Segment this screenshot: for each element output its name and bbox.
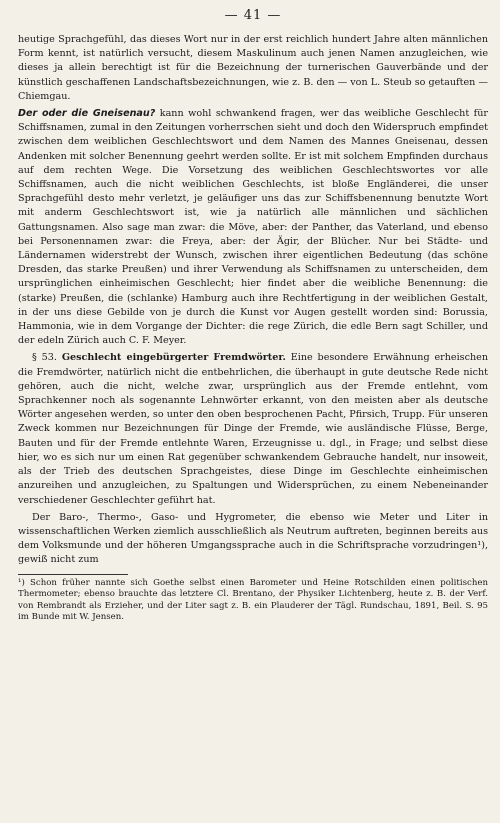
section-heading: Geschlecht eingebürgerter Fremdwörter. bbox=[61, 352, 286, 364]
paragraph-2 bbox=[18, 107, 488, 348]
footnote-divider bbox=[18, 574, 128, 575]
paragraph-3-text: Eine besondere Erwähnung erheischen die Fremdwörter, natürlich nicht die entbehrlichen, die überhaupt in gute deutsche Rede nicht gehören, auch die nicht, welche zwar, ursprünglich aus der Fremde entlehnt, vom Sprachkenner noch als sogenannte Lehnwörter erkannt, von den meisten aber als deutsche Wörter angesehen werden, so unter den oben besprochenen Pacht, Pfirsich, Trupp. Für unseren Zweck kommen nur Bezeichnungen für Dinge der Fremde, wie ausländische Flüsse, Berge, Bauten und für der Fremde entlehnte Waren, Erzeugnisse u. dgl., in Frage; und selbst diese hier, wo es sich nur um einen Rat gegenüber schwankendem Gebrauche handelt, nur insoweit, als der Trieb des deutschen Sprachgeistes, diese Dinge im Geschlechte einheimischen anzureihen und anzugleichen, zu Spaltungen und Widersprüchen, zu einem Nebeneinander verschiedener Geschlechter geführt hat. bbox=[18, 352, 488, 506]
paragraph-4 bbox=[18, 511, 488, 568]
paragraph-1 bbox=[18, 33, 488, 104]
paragraph-2-text: kann wohl schwankend fragen, wer das weibliche Geschlecht für Schiffsnamen, zumal in den Zeitungen vorherrschen sieht und doch den Widerspruch empfindet zwischen dem weiblichen Geschlechtswort und dem Namen des Mannes Gneisenau, dessen Andenken mit solcher Benennung geehrt werden sollte. Er ist mit solchem Empfinden durchaus auf dem rechten Wege. Die Vorsetzung des weiblichen Geschlechtswortes vor alle Schiffsnamen, auch die nicht weiblichen Geschlechts, ist bloße Engländerei, die unser Sprachgefühl desto mehr verletzt, je geläufiger uns das zur Schiffsbenennung benutzte Wort mit anderm Geschlechtswort ist, wie ja natürlich alle männlichen und sächlichen Gattungsnamen. Also sage man zwar: die Möve, aber: der Panther, das Vaterland, und ebenso bei Personennamen zwar: die Freya, aber: der Ägir, der Blücher. Nur bei Städte- und Ländernamen widerstrebt der Wunsch, zwischen ihrer eigentlichen Bedeutung (das schöne Dresden, das starke Preußen) und ihrer Verwendung als Schiffsnamen zu unterscheiden, dem ursprünglichen einheimischen Geschlecht; hier findet aber die weibliche Benennung: die (starke) Preußen, die (schlanke) Hamburg auch ihre Rechtfertigung in der weiblichen Gestalt, in der uns diese Gebilde von je durch die Kunst vor Augen gestellt worden sind: Borussia, Hammonia, wie in dem Vorgange der Dichter: die rege Zürich, die edle Bern sagt Schiller, und der edeln Zürich auch C. F. Meyer. bbox=[18, 108, 488, 347]
paragraph-2-heading: Der oder die Gneisenau? bbox=[18, 108, 156, 120]
footnote: ¹) Schon früher nannte sich Goethe selbst einen Barometer und Heine Rotschilden einen politischen Thermometer; ebenso brauchte das letztere Cl. Brentano, der Physiker Lichtenberg, heute z. B. der Verf. von Rembrandt als Erzieher, und der Liter sagt z. B. ein Plauderer der Tägl. Rundschau, 1891, Beil. S. 95 im Bunde mit W. Jensen. bbox=[18, 577, 488, 623]
section-number: § 53. bbox=[32, 352, 57, 364]
paragraph-3 bbox=[18, 351, 488, 507]
page-number: — 41 — bbox=[224, 8, 282, 23]
paragraph-1-text: heutige Sprachgefühl, das dieses Wort nur in der erst reichlich hundert Jahre alten männlichen Form kennt, ist natürlich versucht, diesem Maskulinum auch jenen Namen anzugleichen, wie dieses ja allein berechtigt ist für die Bezeichnung der turnerischen Gauverbände und der künstlich geschaffenen Landschaftsbezeichnungen, wie z. B. den — von L. Steub so getauften — Chiemgau. bbox=[18, 34, 488, 102]
paragraph-4-text: Der Baro-, Thermo-, Gaso- und Hygrometer, die ebenso wie Meter und Liter in wissenschaftlichen Werken ziemlich ausschließlich als Neutrum auftreten, beginnen bereits aus dem Volksmunde und der höheren Umgangssprache auch in die Schriftsprache vorzudringen¹), gewiß nicht zum bbox=[18, 511, 488, 566]
